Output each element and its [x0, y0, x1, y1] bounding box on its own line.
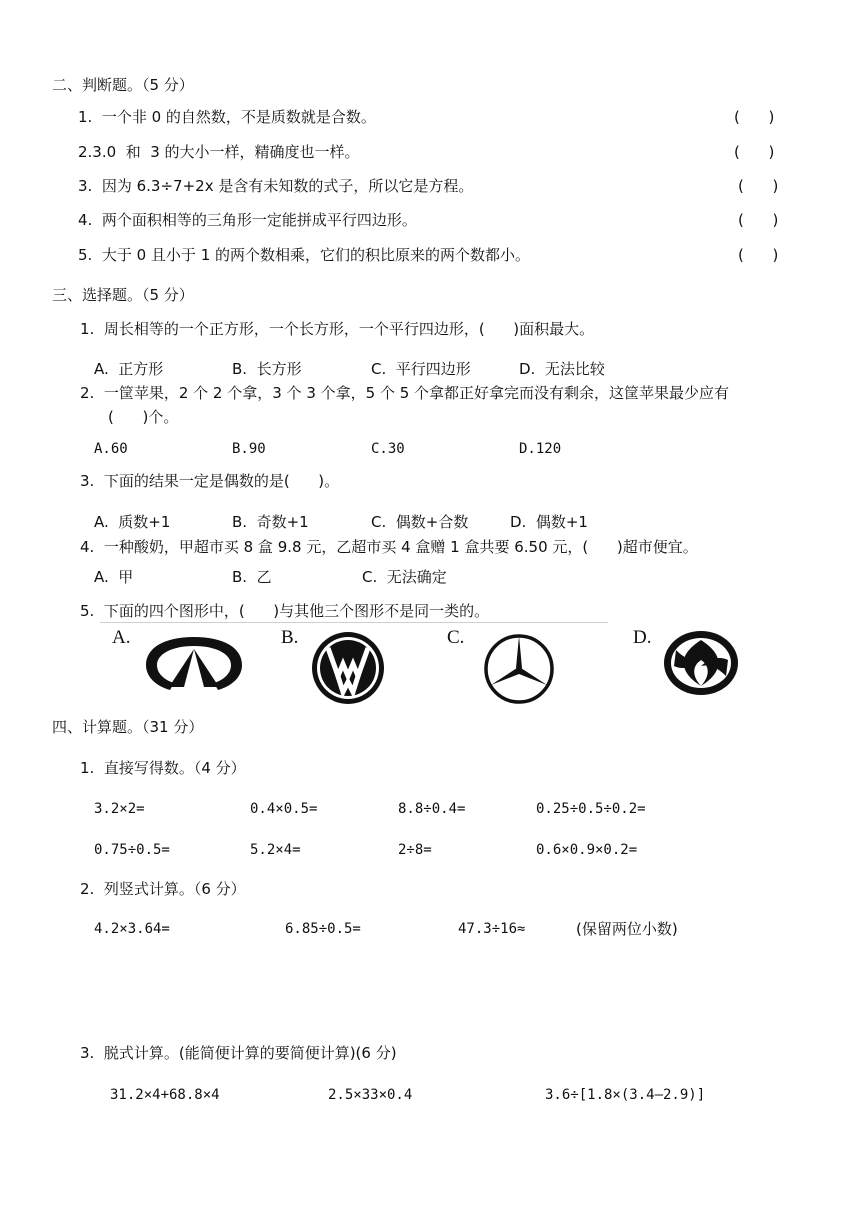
- judge-item-1: 1. 一个非 0 的自然数，不是质数就是合数。: [78, 108, 376, 126]
- section-3-heading: 三、选择题。（5 分）: [52, 286, 194, 304]
- choice-q1-option-a[interactable]: A. 正方形: [94, 360, 164, 378]
- logo-d-label: D.: [633, 627, 652, 648]
- section-4-heading: 四、计算题。（31 分）: [52, 718, 204, 736]
- mercedes-logo-icon[interactable]: [482, 632, 556, 706]
- choice-q4-stem: 4. 一种酸奶，甲超市买 8 盒 9.8 元，乙超市买 4 盒赠 1 盒共要 6.50 元，( )超市便宜。: [80, 538, 698, 556]
- choice-q2-option-d[interactable]: D.120: [519, 441, 562, 457]
- vertical-calc-item: 47.3÷16≈: [458, 921, 526, 937]
- oral-calc-item: 8.8÷0.4=: [398, 801, 466, 817]
- calc-q2-title: 2. 列竖式计算。（6 分）: [80, 880, 246, 898]
- oral-calc-item: 0.25÷0.5÷0.2=: [536, 801, 646, 817]
- oral-calc-item: 3.2×2=: [94, 801, 145, 817]
- judge-item-2: 2.3.0 和 3 的大小一样，精确度也一样。: [78, 143, 360, 161]
- oral-calc-item: 0.6×0.9×0.2=: [536, 842, 638, 858]
- choice-q2-option-a[interactable]: A.60: [94, 441, 128, 457]
- oral-calc-item: 0.4×0.5=: [250, 801, 318, 817]
- stepwise-calc-item: 31.2×4+68.8×4: [110, 1087, 220, 1103]
- choice-q2-stem-continued: ( )个。: [108, 408, 179, 426]
- choice-q4-option-b[interactable]: B. 乙: [232, 568, 272, 586]
- vertical-calc-item: 4.2×3.64=: [94, 921, 170, 937]
- judge-item-2-answer-blank[interactable]: ( ): [734, 143, 775, 161]
- choice-q1-option-c[interactable]: C. 平行四边形: [371, 360, 471, 378]
- oral-calc-item: 2÷8=: [398, 842, 432, 858]
- choice-q2-option-c[interactable]: C.30: [371, 441, 405, 457]
- choice-q5-stem: 5. 下面的四个图形中，( )与其他三个图形不是同一类的。: [80, 602, 490, 620]
- choice-q1-option-b[interactable]: B. 长方形: [232, 360, 302, 378]
- stepwise-calc-item: 2.5×33×0.4: [328, 1087, 413, 1103]
- figure-top-rule: [100, 622, 608, 623]
- choice-q3-option-d[interactable]: D. 偶数+1: [510, 513, 588, 531]
- judge-item-4-answer-blank[interactable]: ( ): [738, 211, 779, 229]
- dongfeng-logo-icon[interactable]: [662, 630, 740, 696]
- choice-q2-option-b[interactable]: B.90: [232, 441, 266, 457]
- choice-q1-stem: 1. 周长相等的一个正方形，一个长方形，一个平行四边形，( )面积最大。: [80, 320, 595, 338]
- judge-item-5-answer-blank[interactable]: ( ): [738, 246, 779, 264]
- section-2-heading: 二、判断题。（5 分）: [52, 76, 194, 94]
- calc-q1-title: 1. 直接写得数。（4 分）: [80, 759, 246, 777]
- choice-q3-option-c[interactable]: C. 偶数+合数: [371, 513, 469, 531]
- choice-q3-option-b[interactable]: B. 奇数+1: [232, 513, 309, 531]
- logo-a-label: A.: [112, 627, 131, 648]
- choice-q3-option-a[interactable]: A. 质数+1: [94, 513, 171, 531]
- calc-q3-title: 3. 脱式计算。(能简便计算的要简便计算)(6 分): [80, 1044, 397, 1062]
- judge-item-5: 5. 大于 0 且小于 1 的两个数相乘，它们的积比原来的两个数都小。: [78, 246, 531, 264]
- infiniti-logo-icon[interactable]: [144, 634, 244, 692]
- judge-item-4: 4. 两个面积相等的三角形一定能拼成平行四边形。: [78, 211, 417, 229]
- choice-q3-stem: 3. 下面的结果一定是偶数的是( )。: [80, 472, 340, 490]
- rounding-note: (保留两位小数): [576, 920, 678, 938]
- vertical-calc-item: 6.85÷0.5=: [285, 921, 361, 937]
- judge-item-3-answer-blank[interactable]: ( ): [738, 177, 779, 195]
- choice-q4-option-c[interactable]: C. 无法确定: [362, 568, 447, 586]
- judge-item-3: 3. 因为 6.3÷7+2x 是含有未知数的式子，所以它是方程。: [78, 177, 474, 195]
- choice-q1-option-d[interactable]: D. 无法比较: [519, 360, 605, 378]
- logo-c-label: C.: [447, 627, 465, 648]
- logo-b-label: B.: [281, 627, 299, 648]
- volkswagen-logo-icon[interactable]: [310, 630, 386, 706]
- choice-q2-stem: 2. 一筐苹果，2 个 2 个拿，3 个 3 个拿，5 个 5 个拿都正好拿完而没有剩余，这筐苹果最少应有: [80, 384, 730, 402]
- oral-calc-item: 0.75÷0.5=: [94, 842, 170, 858]
- oral-calc-item: 5.2×4=: [250, 842, 301, 858]
- stepwise-calc-item: 3.6÷[1.8×(3.4—2.9)]: [545, 1087, 706, 1103]
- choice-q4-option-a[interactable]: A. 甲: [94, 568, 134, 586]
- judge-item-1-answer-blank[interactable]: ( ): [734, 108, 775, 126]
